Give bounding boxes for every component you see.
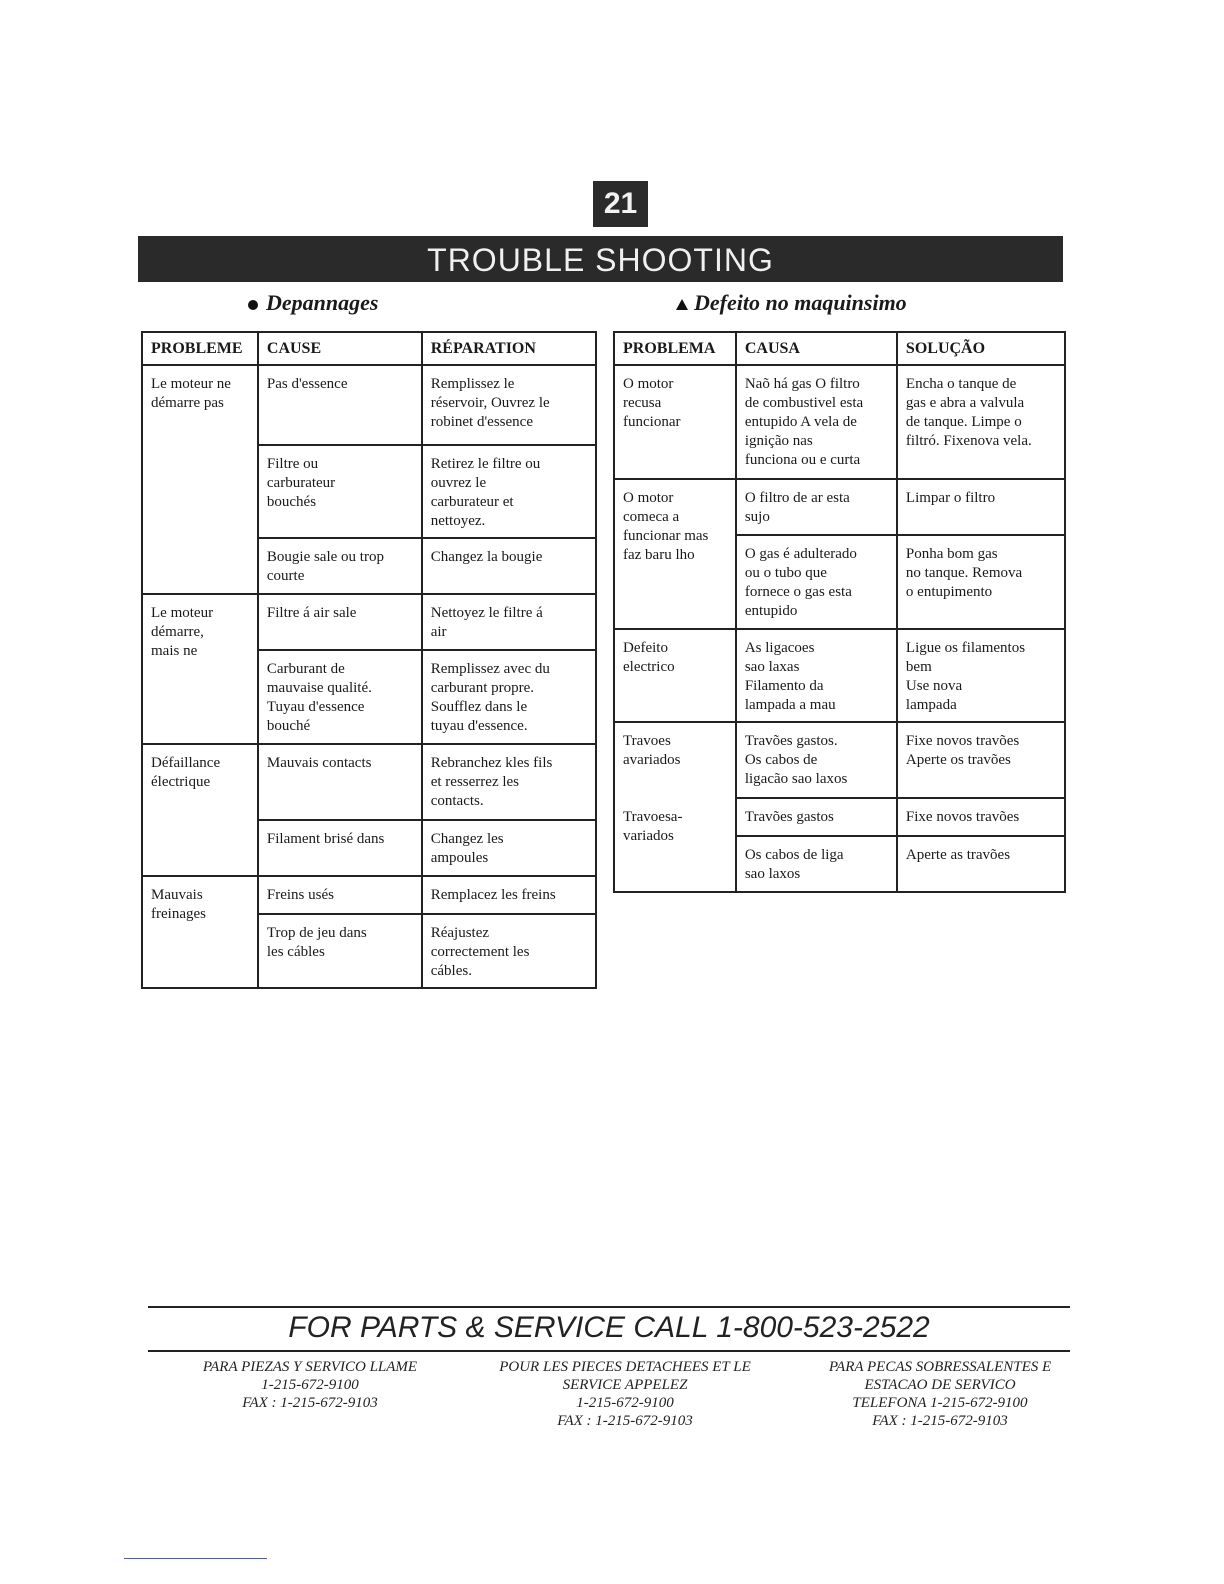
footer-line: ESTACAO DE SERVICO: [864, 1377, 1016, 1393]
header-problema: PROBLEMA: [614, 332, 736, 365]
cause-cell: Pas d'essence: [258, 365, 422, 445]
footer-line: 1-215-672-9100: [261, 1377, 359, 1393]
cause-cell: Trop de jeu dans les cábles: [258, 914, 422, 988]
fix-cell: Remplacez les freins: [422, 876, 596, 914]
fix-cell: Retirez le filtre ou ouvrez le carburateur et nettoyez.: [422, 445, 596, 538]
footer-line: FAX : 1-215-672-9103: [242, 1395, 378, 1411]
problem-cell: Mauvais freinages: [142, 876, 258, 988]
fix-cell: Encha o tanque de gas e abra a valvula de tanque. Limpe o filtró. Fixenova vela.: [897, 365, 1065, 479]
footer-rule-top: [148, 1306, 1070, 1308]
header-reparation: RÉPARATION: [422, 332, 596, 365]
triangle-icon: [676, 299, 688, 310]
table-row: [142, 744, 596, 820]
fix-cell: Nettoyez le filtre á air: [422, 594, 596, 650]
cause-cell: Naõ há gas O filtro de combustivel esta entupido A vela de ignição nas funciona ou e curta: [736, 365, 897, 479]
header-cause: CAUSE: [258, 332, 422, 365]
footer-line: POUR LES PIECES DETACHEES ET LE: [499, 1359, 751, 1375]
fix-cell: Remplissez avec du carburant propre. Soufflez dans le tuyau d'essence.: [422, 650, 596, 744]
fix-cell: Fixe novos travões: [897, 798, 1065, 836]
subtitle-pt: Defeito no maquinsimo: [676, 290, 907, 316]
cause-cell: O filtro de ar esta sujo: [736, 479, 897, 535]
problem-cell: Défaillance électrique: [142, 744, 258, 876]
fix-cell: Remplissez le réservoir, Ouvrez le robinet d'essence: [422, 365, 596, 445]
footer-line: FAX : 1-215-672-9103: [557, 1413, 693, 1429]
cause-cell: As ligacoes sao laxas Filamento da lampada a mau: [736, 629, 897, 722]
table-row: [142, 594, 596, 650]
table-header-row: [142, 332, 596, 365]
page-number: 21: [593, 181, 648, 227]
fix-cell: Changez les ampoules: [422, 820, 596, 876]
header-causa: CAUSA: [736, 332, 897, 365]
problem-cell: Defeito electrico: [614, 629, 736, 722]
table-row: [614, 365, 1065, 479]
fix-cell: Réajustez correctement les cábles.: [422, 914, 596, 988]
cause-cell: Carburant de mauvaise qualité. Tuyau d'essence bouché: [258, 650, 422, 744]
fix-cell: Fixe novos travões Aperte os travões: [897, 722, 1065, 798]
footer-line: PARA PECAS SOBRESSALENTES E: [828, 1359, 1052, 1375]
cause-cell: Filament brisé dans: [258, 820, 422, 876]
table-row: [614, 722, 1065, 798]
cause-cell: Mauvais contacts: [258, 744, 422, 820]
cause-cell: Travões gastos: [736, 798, 897, 836]
problem-cell: Travoes avariados Travoesa- variados: [614, 722, 736, 892]
footer-line: 1-215-672-9100: [576, 1395, 674, 1411]
header-solucao: SOLUÇÃO: [897, 332, 1065, 365]
banner-title: TROUBLE SHOOTING: [138, 236, 1063, 282]
bullet-icon: [248, 300, 258, 310]
table-row: [614, 629, 1065, 722]
troubleshooting-table-pt: [613, 331, 1066, 893]
fix-cell: Limpar o filtro: [897, 479, 1065, 535]
fix-cell: Aperte as travões: [897, 836, 1065, 892]
problem-cell: O motor comeca a funcionar mas faz baru lho: [614, 479, 736, 629]
fix-cell: Rebranchez kles fils et resserrez les contacts.: [422, 744, 596, 820]
cause-cell: Travões gastos. Os cabos de ligacão sao laxos: [736, 722, 897, 798]
cause-cell: Os cabos de liga sao laxos: [736, 836, 897, 892]
cause-cell: Freins usés: [258, 876, 422, 914]
footer-service-call: FOR PARTS & SERVICE CALL 1-800-523-2522: [288, 1311, 930, 1344]
footer-col-fr: [465, 1358, 785, 1430]
problem-cell: O motor recusa funcionar: [614, 365, 736, 479]
problem-cell: Le moteur ne démarre pas: [142, 365, 258, 594]
footer-line: TELEFONA 1-215-672-9100: [852, 1395, 1028, 1411]
fix-cell: Ponha bom gas no tanque. Remova o entupimento: [897, 535, 1065, 629]
cause-cell: Filtre á air sale: [258, 594, 422, 650]
cause-cell: O gas é adulterado ou o tubo que fornece o gas esta entupido: [736, 535, 897, 629]
cause-cell: Filtre ou carburateur bouchés: [258, 445, 422, 538]
fix-cell: Ligue os filamentos bem Use nova lampada: [897, 629, 1065, 722]
table-row: [614, 479, 1065, 535]
header-probleme: PROBLEME: [142, 332, 258, 365]
corner-underline: [124, 1558, 267, 1559]
problem-cell: Le moteur démarre, mais ne: [142, 594, 258, 744]
footer-line: SERVICE APPELEZ: [562, 1377, 688, 1393]
table-row: [142, 365, 596, 445]
subtitle-fr: Depannages: [248, 290, 378, 316]
footer-line: FAX : 1-215-672-9103: [872, 1413, 1008, 1429]
cause-cell: Bougie sale ou trop courte: [258, 538, 422, 594]
footer-col-pt: [790, 1358, 1090, 1430]
table-header-row: [614, 332, 1065, 365]
troubleshooting-table-fr: [141, 331, 597, 989]
footer-col-es: [170, 1358, 450, 1412]
footer-line: PARA PIEZAS Y SERVICO LLAME: [202, 1359, 418, 1375]
fix-cell: Changez la bougie: [422, 538, 596, 594]
table-row: [142, 876, 596, 914]
footer-rule-bottom: [148, 1350, 1070, 1352]
